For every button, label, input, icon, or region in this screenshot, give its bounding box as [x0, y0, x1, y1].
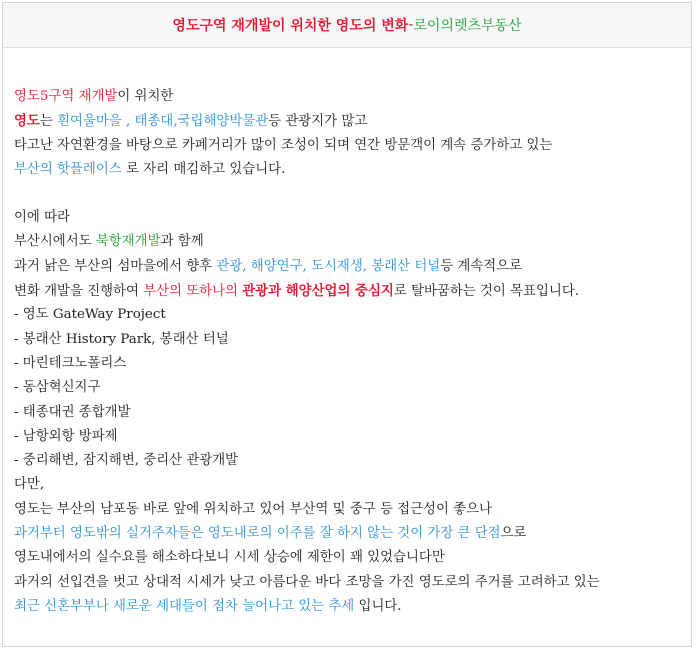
article-header: [3, 3, 691, 48]
text: 등 계속적으로: [440, 258, 523, 274]
text: 입니다.: [354, 598, 402, 614]
title-separator: -: [408, 17, 414, 33]
text-line: 영도는 부산의 남포동 바로 앞에 위치하고 있어 부산역 및 중구 등 접근성이 좋으나: [14, 501, 492, 517]
text-line: [14, 255, 683, 279]
text: 로 탈바꿈하는 것이 목표입니다.: [393, 284, 580, 300]
list-item: - 남항외항 방파제: [14, 428, 118, 444]
text-line: 이에 따라: [14, 210, 70, 226]
text-line: [14, 522, 683, 546]
text-line: 타고난 자연환경을 바탕으로 카페거리가 많이 조성이 되며 연간 방문객이 계속 증가하고 있는: [14, 137, 553, 153]
text-line: [14, 109, 683, 133]
list-item: - 태종대권 종합개발: [14, 404, 131, 420]
list-item: - 봉래산 History Park, 봉래산 터널: [14, 331, 229, 347]
text: 등 관광지가 많고: [268, 114, 368, 130]
text-line: 영도내에서의 실수요를 해소하다보니 시세 상승에 제한이 꽤 있었습니다만: [14, 550, 445, 566]
text: 로 자리 매김하고 있습니다.: [121, 161, 286, 177]
text: 으로: [500, 526, 527, 542]
text-line: 다만,: [14, 477, 45, 493]
text-line: [14, 85, 683, 109]
text-line: 과거의 선입견을 벗고 상대적 시세가 낮고 아름다운 바다 조망을 가진 영도로의 주거를 고려하고 있는: [14, 574, 600, 590]
list-item: - 영도 GateWay Project: [14, 307, 166, 323]
text: 과 함께: [160, 234, 204, 250]
text-line: [14, 158, 683, 182]
highlight-blue: 최근 신혼부부나 새로운 세대들이 점차 늘어나고 있는 추세: [14, 598, 355, 614]
text: 변화 개발을 진행하여: [14, 284, 144, 300]
paragraph-plan: [14, 206, 683, 619]
highlight-blue: 부산의 핫플레이스: [14, 161, 122, 177]
highlight-red: 부산의 또하나의: [143, 284, 243, 300]
text: 는: [39, 114, 58, 130]
list-item: - 마린테크노폴리스: [14, 355, 127, 371]
article-title: 영도구역 재개발이 위치한 영도의 변화: [172, 18, 409, 34]
highlight-blue: 관광, 해양연구, 도시재생, 봉래산 터널: [216, 258, 441, 274]
text-line: [14, 279, 683, 303]
highlight-green: 북항재개발: [95, 234, 161, 250]
text: 이 위치한: [117, 89, 174, 104]
highlight-blue: 과거부터 영도밖의 실거주자들은 영도내로의 이주를 잘 하지 않는 것이 가장 큰 단점: [14, 526, 501, 542]
highlight-red-bold: 관광과 해양산업의 중심지: [242, 283, 394, 300]
text-line: [14, 595, 683, 619]
text: 부산시에서도: [14, 234, 96, 250]
highlight-red: 영도5구역 재개발: [14, 89, 118, 104]
article-source: 로이의렛츠부동산: [413, 18, 522, 34]
list-item: - 중리해변, 잠지해변, 중리산 관광개발: [14, 453, 239, 469]
highlight-red-bold: 영도: [14, 113, 40, 130]
highlight-blue: 흰여울마을 , 태종대,국립해양박물관: [57, 114, 269, 130]
paragraph-intro: [14, 85, 683, 182]
article-body: [14, 85, 683, 619]
list-item: - 동삼혁신지구: [14, 380, 101, 396]
text: 과거 낡은 부산의 섬마을에서 향후: [14, 258, 217, 274]
text-line: [14, 230, 683, 254]
article-card: [2, 2, 692, 647]
